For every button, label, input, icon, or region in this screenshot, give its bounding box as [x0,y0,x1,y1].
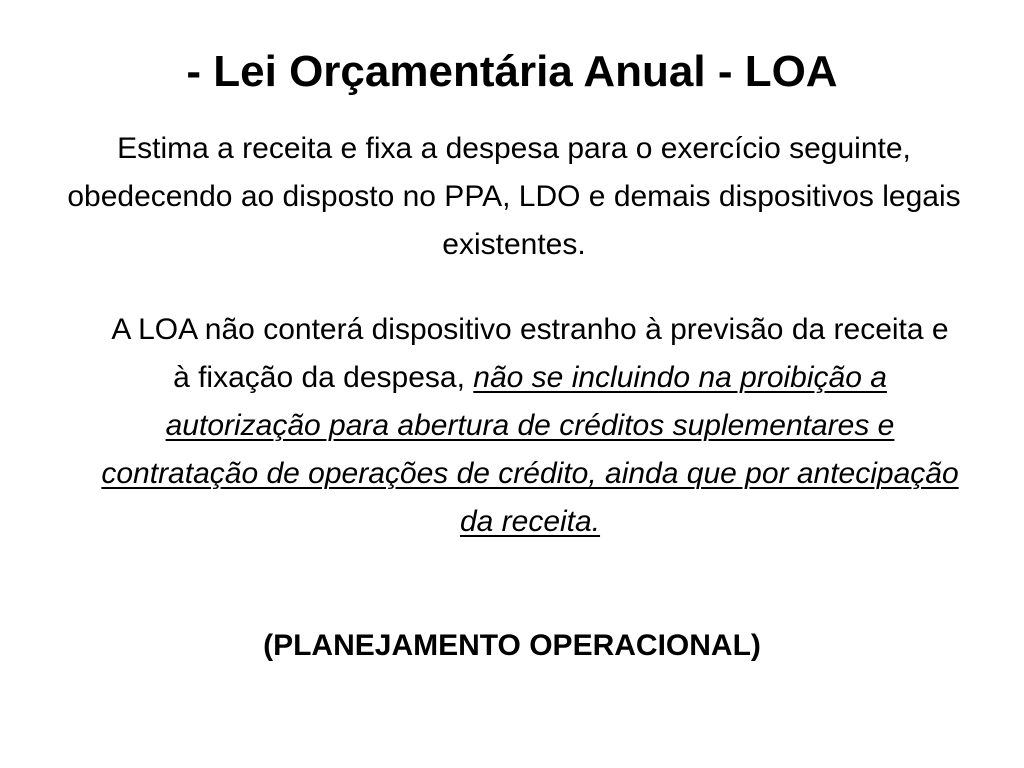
paragraph-restriction-emphasis-text: não se incluindo na proibição a autorização para abertura de créditos suplementares e contratação de operações de crédito, ainda que por antecipação da receita. [101,361,959,538]
paragraph-loa-definition: Estima a receita e fixa a despesa para o exercício seguinte, obedecendo ao disposto no PPA, LDO e demais dispositivos legais existentes. [67,132,961,261]
slide-title: - Lei Orçamentária Anual - LOA [186,47,838,96]
slide-subtitle: (PLANEJAMENTO OPERACIONAL) [263,629,761,662]
paragraph-restriction-plain-text: A LOA não conterá dispositivo estranho à previsão da receita e à fixação da despesa, [111,313,949,394]
paragraph-loa-restriction [100,306,960,546]
